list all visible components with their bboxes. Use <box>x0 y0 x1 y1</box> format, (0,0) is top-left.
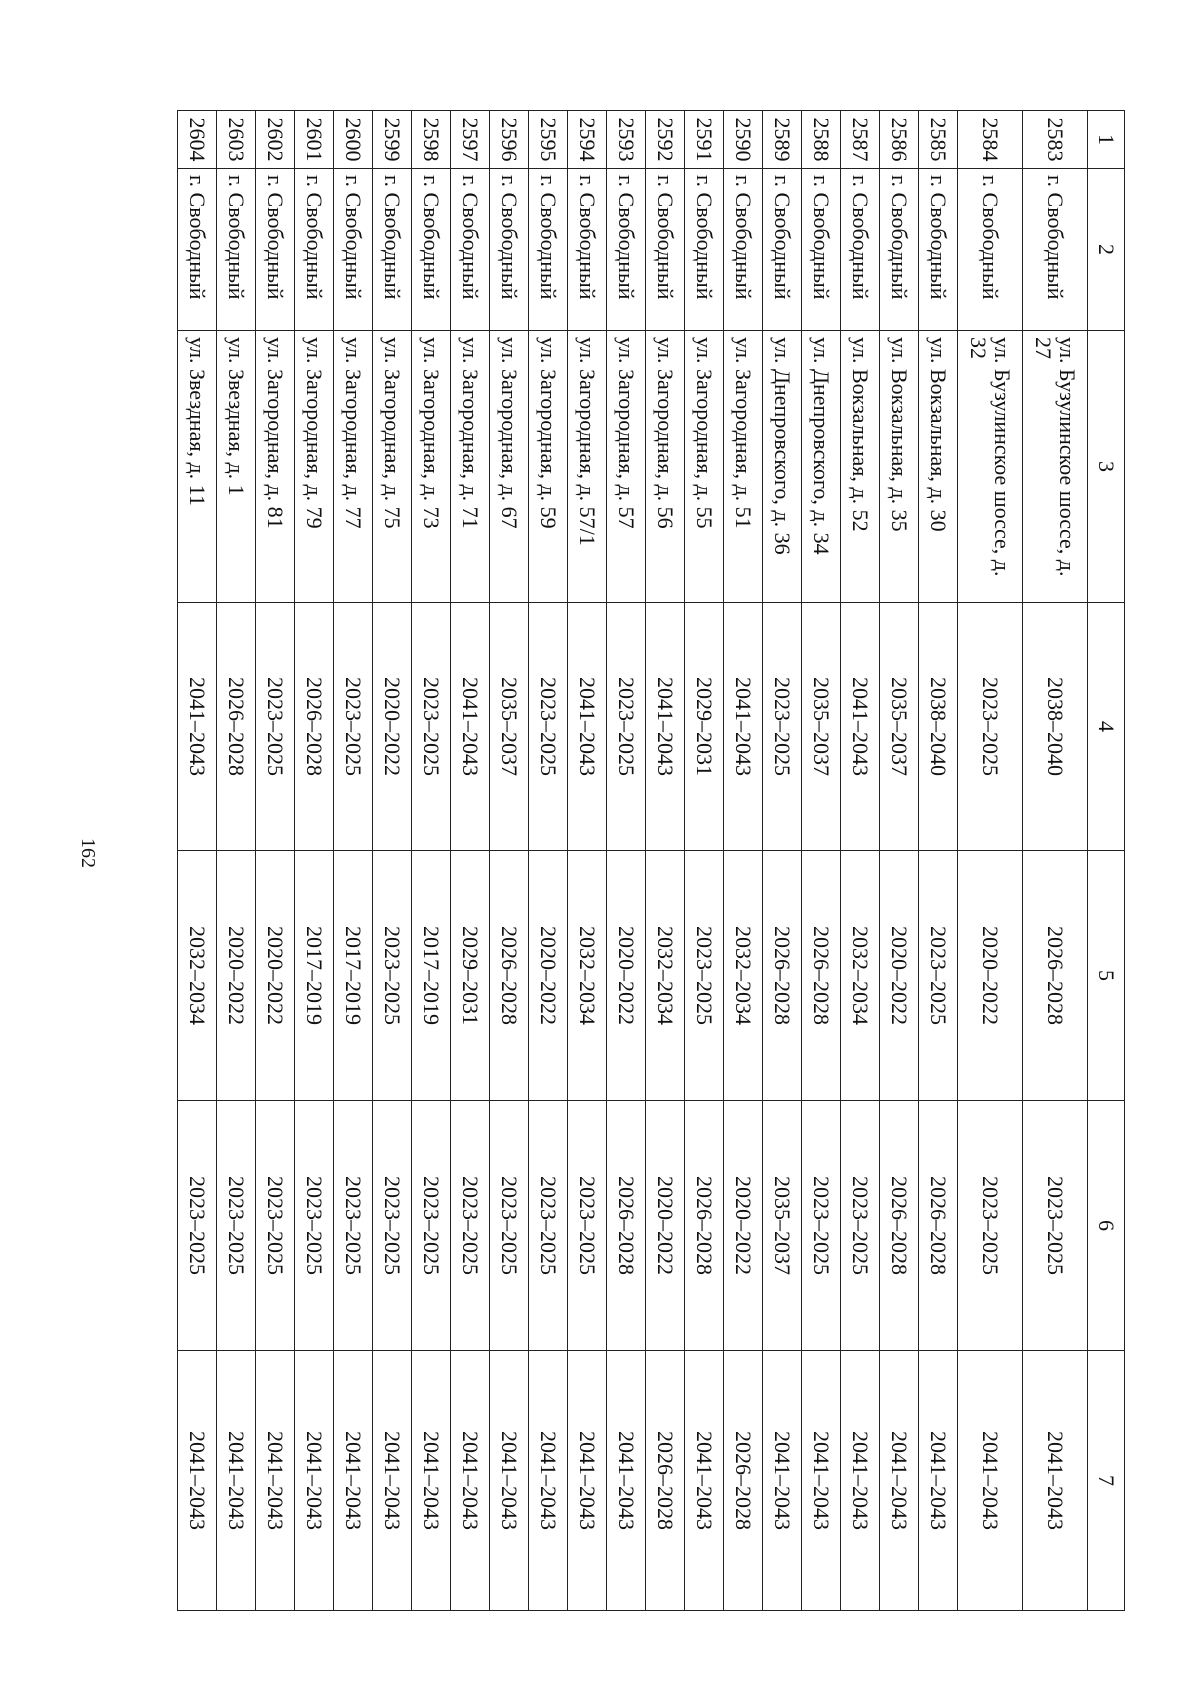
table-row <box>490 111 529 1611</box>
table-cell-col-2: г. Свободный <box>958 169 1023 331</box>
table-cell-col-4: 2026–2028 <box>217 603 256 851</box>
table-cell-col-4: 2023–2025 <box>529 603 568 851</box>
table-cell-col-7: 2041–2043 <box>178 1351 217 1611</box>
table-cell-col-4: 2023–2025 <box>334 603 373 851</box>
table-row <box>178 111 217 1611</box>
table-cell-col-5: 2032–2034 <box>646 851 685 1101</box>
table-cell-col-2: г. Свободный <box>529 169 568 331</box>
table-cell-col-1: 2602 <box>256 111 295 169</box>
table-cell-col-1: 2604 <box>178 111 217 169</box>
table-cell-col-5: 2026–2028 <box>490 851 529 1101</box>
table-cell-col-6: 2035–2037 <box>763 1101 802 1351</box>
table-row <box>841 111 880 1611</box>
table-cell-col-2: г. Свободный <box>841 169 880 331</box>
table-cell-col-7: 2041–2043 <box>295 1351 334 1611</box>
table-cell-col-3: ул. Загородная, д. 59 <box>529 331 568 603</box>
table-cell-col-4: 2023–2025 <box>256 603 295 851</box>
table-cell-col-5: 2020–2022 <box>217 851 256 1101</box>
table-cell-col-3: ул. Загородная, д. 55 <box>685 331 724 603</box>
table-cell-col-4: 2041–2043 <box>646 603 685 851</box>
table-cell-col-7: 2026–2028 <box>646 1351 685 1611</box>
table-cell-col-6: 2023–2025 <box>841 1101 880 1351</box>
table-cell-col-6: 2026–2028 <box>880 1101 919 1351</box>
table-row <box>763 111 802 1611</box>
table-cell-col-4: 2041–2043 <box>178 603 217 851</box>
table-cell-col-5: 2032–2034 <box>178 851 217 1101</box>
table-cell-col-6: 2023–2025 <box>217 1101 256 1351</box>
table-cell-col-4: 2026–2028 <box>295 603 334 851</box>
table-cell-col-4: 2041–2043 <box>568 603 607 851</box>
table-cell-col-1: 2587 <box>841 111 880 169</box>
table-cell-col-5: 2020–2022 <box>880 851 919 1101</box>
table-row <box>880 111 919 1611</box>
table-cell-col-1: 2589 <box>763 111 802 169</box>
table-cell-col-3: ул. Вокзальная, д. 30 <box>919 331 958 603</box>
column-header-2: 2 <box>1088 169 1125 331</box>
table-cell-col-3: ул. Загородная, д. 81 <box>256 331 295 603</box>
table-cell-col-6: 2023–2025 <box>451 1101 490 1351</box>
table-cell-col-2: г. Свободный <box>256 169 295 331</box>
table-row <box>412 111 451 1611</box>
table-cell-col-2: г. Свободный <box>334 169 373 331</box>
table-cell-col-2: г. Свободный <box>724 169 763 331</box>
table-row <box>529 111 568 1611</box>
table-cell-col-1: 2593 <box>607 111 646 169</box>
table-cell-col-4: 2035–2037 <box>490 603 529 851</box>
table-cell-col-6: 2023–2025 <box>373 1101 412 1351</box>
table-cell-col-5: 2032–2034 <box>724 851 763 1101</box>
table-cell-col-4: 2041–2043 <box>451 603 490 851</box>
table-cell-col-7: 2041–2043 <box>763 1351 802 1611</box>
table-cell-col-7: 2041–2043 <box>1023 1351 1088 1611</box>
table-cell-col-1: 2601 <box>295 111 334 169</box>
table-cell-col-1: 2596 <box>490 111 529 169</box>
header-row <box>1088 111 1125 1611</box>
page-number: 162 <box>77 838 99 868</box>
table-row <box>646 111 685 1611</box>
table-cell-col-4: 2020–2022 <box>373 603 412 851</box>
table-cell-col-3: ул. Загородная, д. 73 <box>412 331 451 603</box>
column-header-1: 1 <box>1088 111 1125 169</box>
table-cell-col-6: 2023–2025 <box>529 1101 568 1351</box>
table-row <box>373 111 412 1611</box>
table-cell-col-5: 2020–2022 <box>256 851 295 1101</box>
table-cell-col-7: 2041–2043 <box>802 1351 841 1611</box>
table-cell-col-3: ул. Загородная, д. 77 <box>334 331 373 603</box>
table-cell-col-4: 2023–2025 <box>607 603 646 851</box>
table-cell-col-4: 2023–2025 <box>763 603 802 851</box>
table-cell-col-5: 2023–2025 <box>373 851 412 1101</box>
table-cell-col-7: 2041–2043 <box>256 1351 295 1611</box>
table-cell-col-6: 2023–2025 <box>490 1101 529 1351</box>
table-cell-col-6: 2020–2022 <box>646 1101 685 1351</box>
column-header-7: 7 <box>1088 1351 1125 1611</box>
table-cell-col-6: 2023–2025 <box>958 1101 1023 1351</box>
table-cell-col-2: г. Свободный <box>490 169 529 331</box>
table-row <box>958 111 1023 1611</box>
table-cell-col-1: 2598 <box>412 111 451 169</box>
table-cell-col-6: 2023–2025 <box>256 1101 295 1351</box>
table-cell-col-2: г. Свободный <box>178 169 217 331</box>
table-row <box>685 111 724 1611</box>
column-header-6: 6 <box>1088 1101 1125 1351</box>
table-cell-col-3: ул. Днепровского, д. 34 <box>802 331 841 603</box>
table-cell-col-5: 2017–2019 <box>295 851 334 1101</box>
table-cell-col-3: ул. Загородная, д. 57/1 <box>568 331 607 603</box>
table-cell-col-4: 2023–2025 <box>958 603 1023 851</box>
table-cell-col-2: г. Свободный <box>880 169 919 331</box>
table-cell-col-7: 2041–2043 <box>841 1351 880 1611</box>
table-row <box>217 111 256 1611</box>
table-row <box>1023 111 1088 1611</box>
table-cell-col-3: ул. Загородная, д. 75 <box>373 331 412 603</box>
table-cell-col-5: 2020–2022 <box>958 851 1023 1101</box>
table-cell-col-6: 2023–2025 <box>1023 1101 1088 1351</box>
table-cell-col-1: 2584 <box>958 111 1023 169</box>
table-cell-col-3: ул. Загородная, д. 67 <box>490 331 529 603</box>
table-cell-col-7: 2041–2043 <box>412 1351 451 1611</box>
table-cell-col-5: 2029–2031 <box>451 851 490 1101</box>
table-cell-col-7: 2041–2043 <box>373 1351 412 1611</box>
table-cell-col-7: 2041–2043 <box>880 1351 919 1611</box>
table-cell-col-1: 2588 <box>802 111 841 169</box>
table-cell-col-2: г. Свободный <box>217 169 256 331</box>
table-cell-col-1: 2591 <box>685 111 724 169</box>
table-cell-col-5: 2023–2025 <box>919 851 958 1101</box>
table-cell-col-1: 2592 <box>646 111 685 169</box>
table-row <box>802 111 841 1611</box>
table-cell-col-1: 2590 <box>724 111 763 169</box>
table-cell-col-6: 2026–2028 <box>685 1101 724 1351</box>
table-cell-col-5: 2020–2022 <box>607 851 646 1101</box>
table-cell-col-7: 2041–2043 <box>607 1351 646 1611</box>
schedule-table <box>177 110 1125 1611</box>
table-cell-col-4: 2038–2040 <box>1023 603 1088 851</box>
table-cell-col-2: г. Свободный <box>451 169 490 331</box>
table-cell-col-2: г. Свободный <box>568 169 607 331</box>
table-cell-col-7: 2041–2043 <box>529 1351 568 1611</box>
table-cell-col-1: 2594 <box>568 111 607 169</box>
table-cell-col-4: 2041–2043 <box>841 603 880 851</box>
table-row <box>919 111 958 1611</box>
table-row <box>334 111 373 1611</box>
table-cell-col-7: 2041–2043 <box>451 1351 490 1611</box>
table-cell-col-7: 2041–2043 <box>568 1351 607 1611</box>
table-cell-col-3: ул. Загородная, д. 56 <box>646 331 685 603</box>
table-body <box>178 111 1088 1611</box>
table-cell-col-1: 2583 <box>1023 111 1088 169</box>
table-cell-col-3: ул. Загородная, д. 71 <box>451 331 490 603</box>
table-cell-col-1: 2603 <box>217 111 256 169</box>
column-header-4: 4 <box>1088 603 1125 851</box>
table-row <box>607 111 646 1611</box>
table-cell-col-5: 2017–2019 <box>412 851 451 1101</box>
table-cell-col-2: г. Свободный <box>412 169 451 331</box>
table-cell-col-2: г. Свободный <box>295 169 334 331</box>
table-cell-col-4: 2041–2043 <box>724 603 763 851</box>
table-cell-col-6: 2023–2025 <box>178 1101 217 1351</box>
table-cell-col-7: 2041–2043 <box>958 1351 1023 1611</box>
table-cell-col-4: 2035–2037 <box>880 603 919 851</box>
table-cell-col-5: 2032–2034 <box>568 851 607 1101</box>
table-cell-col-3: ул. Звездная, д. 11 <box>178 331 217 603</box>
table-cell-col-4: 2029–2031 <box>685 603 724 851</box>
table-cell-col-3: ул. Звездная, д. 1 <box>217 331 256 603</box>
table-cell-col-5: 2023–2025 <box>685 851 724 1101</box>
table-cell-col-7: 2041–2043 <box>685 1351 724 1611</box>
table-cell-col-7: 2041–2043 <box>217 1351 256 1611</box>
column-header-5: 5 <box>1088 851 1125 1101</box>
table-cell-col-1: 2586 <box>880 111 919 169</box>
table-cell-col-1: 2595 <box>529 111 568 169</box>
table-cell-col-4: 2035–2037 <box>802 603 841 851</box>
table-cell-col-1: 2599 <box>373 111 412 169</box>
table-cell-col-2: г. Свободный <box>763 169 802 331</box>
table-cell-col-6: 2026–2028 <box>607 1101 646 1351</box>
table-row <box>256 111 295 1611</box>
table-cell-col-6: 2023–2025 <box>295 1101 334 1351</box>
column-header-3: 3 <box>1088 331 1125 603</box>
table-cell-col-6: 2023–2025 <box>412 1101 451 1351</box>
table-cell-col-7: 2026–2028 <box>724 1351 763 1611</box>
table-cell-col-2: г. Свободный <box>685 169 724 331</box>
table-cell-col-5: 2020–2022 <box>529 851 568 1101</box>
table-cell-col-3: ул. Бузулинское шоссе, д. 32 <box>958 331 1023 603</box>
table-cell-col-5: 2017–2019 <box>334 851 373 1101</box>
table-cell-col-7: 2041–2043 <box>334 1351 373 1611</box>
table-cell-col-2: г. Свободный <box>802 169 841 331</box>
table-cell-col-2: г. Свободный <box>919 169 958 331</box>
table-cell-col-2: г. Свободный <box>607 169 646 331</box>
table-cell-col-2: г. Свободный <box>646 169 685 331</box>
table-cell-col-5: 2026–2028 <box>802 851 841 1101</box>
table-cell-col-3: ул. Загородная, д. 51 <box>724 331 763 603</box>
table-cell-col-3: ул. Загородная, д. 57 <box>607 331 646 603</box>
table-cell-col-6: 2023–2025 <box>334 1101 373 1351</box>
table-row <box>568 111 607 1611</box>
table-cell-col-4: 2023–2025 <box>412 603 451 851</box>
table-cell-col-5: 2032–2034 <box>841 851 880 1101</box>
table-cell-col-6: 2023–2025 <box>568 1101 607 1351</box>
table-row <box>295 111 334 1611</box>
table-row <box>451 111 490 1611</box>
table-row <box>724 111 763 1611</box>
table-cell-col-3: ул. Днепровского, д. 36 <box>763 331 802 603</box>
table-cell-col-6: 2020–2022 <box>724 1101 763 1351</box>
table-cell-col-5: 2026–2028 <box>763 851 802 1101</box>
table-cell-col-2: г. Свободный <box>1023 169 1088 331</box>
table-cell-col-1: 2600 <box>334 111 373 169</box>
table-cell-col-1: 2585 <box>919 111 958 169</box>
table-cell-col-3: ул. Вокзальная, д. 35 <box>880 331 919 603</box>
table-cell-col-7: 2041–2043 <box>919 1351 958 1611</box>
table-cell-col-1: 2597 <box>451 111 490 169</box>
table-cell-col-7: 2041–2043 <box>490 1351 529 1611</box>
table-cell-col-6: 2023–2025 <box>802 1101 841 1351</box>
table-cell-col-2: г. Свободный <box>373 169 412 331</box>
table-cell-col-3: ул. Загородная, д. 79 <box>295 331 334 603</box>
table-cell-col-3: ул. Вокзальная, д. 52 <box>841 331 880 603</box>
table-cell-col-4: 2038–2040 <box>919 603 958 851</box>
table-cell-col-3: ул. Бузулинское шоссе, д. 27 <box>1023 331 1088 603</box>
table-cell-col-5: 2026–2028 <box>1023 851 1088 1101</box>
rotated-table-wrapper <box>180 110 1125 1610</box>
table-cell-col-6: 2026–2028 <box>919 1101 958 1351</box>
